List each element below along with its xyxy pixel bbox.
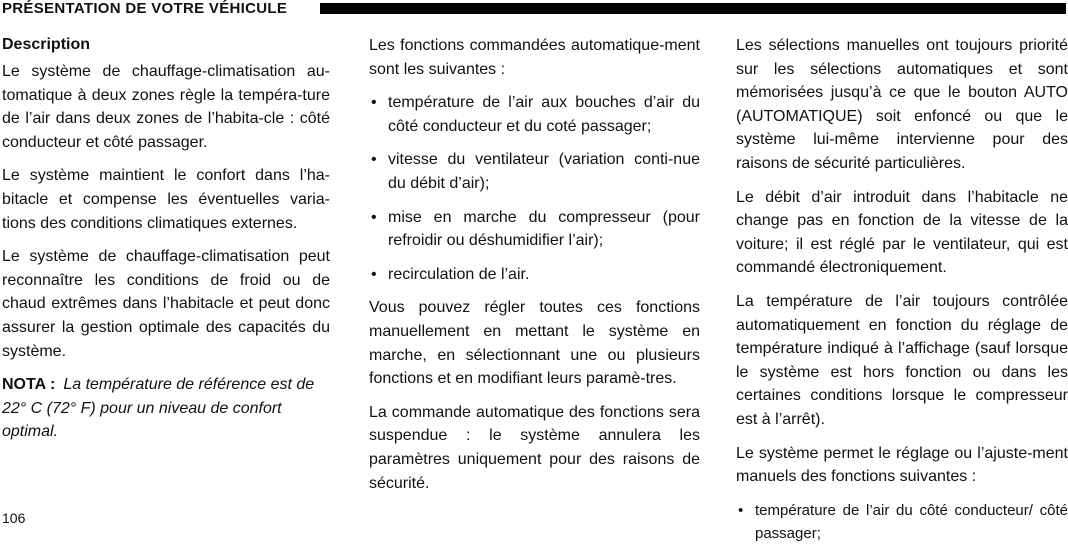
list-item bbox=[369, 263, 700, 287]
paragraph: Les fonctions commandées automatique-ment sont les suivantes : bbox=[369, 37, 700, 78]
bullet-icon: • bbox=[371, 265, 377, 283]
header-rule bbox=[320, 3, 1066, 14]
list-item bbox=[736, 499, 1068, 546]
paragraph: Le système de chauffage-climatisation peut reconnaître les conditions de froid ou de chaud extrêmes dans l’habitacle et peut donc assurer la gestion optimale des capacités du système. bbox=[2, 248, 330, 360]
column-2 bbox=[369, 34, 700, 505]
page-header bbox=[0, 0, 1068, 18]
list-item bbox=[369, 206, 700, 253]
bullet-list bbox=[369, 91, 700, 286]
list-item bbox=[369, 148, 700, 195]
list-item-text: recirculation de l’air. bbox=[388, 265, 530, 283]
note bbox=[2, 373, 330, 444]
column-1 bbox=[2, 34, 330, 454]
paragraph: Les sélections manuelles ont toujours priorité sur les sélections automatiques et sont mémorisées jusqu’à ce que le bouton AUTO (AUTOMATIQUE) soit enfoncé ou que le système lui-même intervienne pour des raisons de sécurité particulières. bbox=[736, 37, 1068, 172]
bullet-icon: • bbox=[371, 208, 377, 226]
section-title: PRÉSENTATION DE VOTRE VÉHICULE bbox=[2, 0, 295, 18]
list-item-text: mise en marche du compresseur (pour refroidir ou déshumidifier l’air); bbox=[388, 208, 700, 250]
paragraph: La commande automatique des fonctions sera suspendue : le système annulera les paramètres uniquement pour des raisons de sécurité. bbox=[369, 403, 700, 492]
paragraph: Le système permet le réglage ou l’ajuste-ment manuels des fonctions suivantes : bbox=[736, 444, 1068, 486]
paragraph: Vous pouvez régler toutes ces fonctions manuellement en mettant le système en marche, en sélectionnant une ou plusieurs fonctions et en modifiant leurs paramè-tres. bbox=[369, 299, 700, 388]
paragraph: Le système maintient le confort dans l’ha-bitacle et compense les éventuelles varia-tions des conditions climatiques externes. bbox=[2, 167, 330, 232]
bullet-icon: • bbox=[738, 501, 744, 519]
bullet-icon: • bbox=[371, 94, 377, 112]
note-label: NOTA : bbox=[2, 376, 56, 394]
list-item bbox=[369, 91, 700, 138]
list-item-text: vitesse du ventilateur (variation conti-nue du débit d’air); bbox=[388, 151, 700, 192]
page-number: 106 bbox=[2, 510, 26, 526]
bullet-icon: • bbox=[371, 151, 377, 169]
list-item-text: température de l’air du côté conducteur/ côté passager; bbox=[755, 501, 1068, 543]
section-heading: Description bbox=[2, 36, 91, 53]
list-item-text: température de l’air aux bouches d’air du côté conducteur et du coté passager; bbox=[388, 94, 700, 135]
note-text: La température de référence est de 22° C (72° F) pour un niveau de confort optimal. bbox=[2, 376, 315, 441]
paragraph: Le système de chauffage-climatisation au-tomatique à deux zones règle la tempéra-ture de l’air dans deux zones de l’habita-cle : côté conducteur et côté passager. bbox=[2, 63, 330, 151]
bullet-list bbox=[736, 499, 1068, 546]
column-3 bbox=[736, 34, 1068, 556]
paragraph: La température de l’air toujours contrôlée automatiquement en fonction du réglage de température indiqué à l’affichage (sauf lorsque le système est hors fonction ou dans les certaines conditions lorsque le compresseur est à l’arrêt). bbox=[736, 292, 1068, 428]
paragraph: Le débit d’air introduit dans l’habitacle ne change pas en fonction de la vitesse de la voiture; il est réglé par le ventilateur, qui est commandé électroniquement. bbox=[736, 188, 1068, 277]
